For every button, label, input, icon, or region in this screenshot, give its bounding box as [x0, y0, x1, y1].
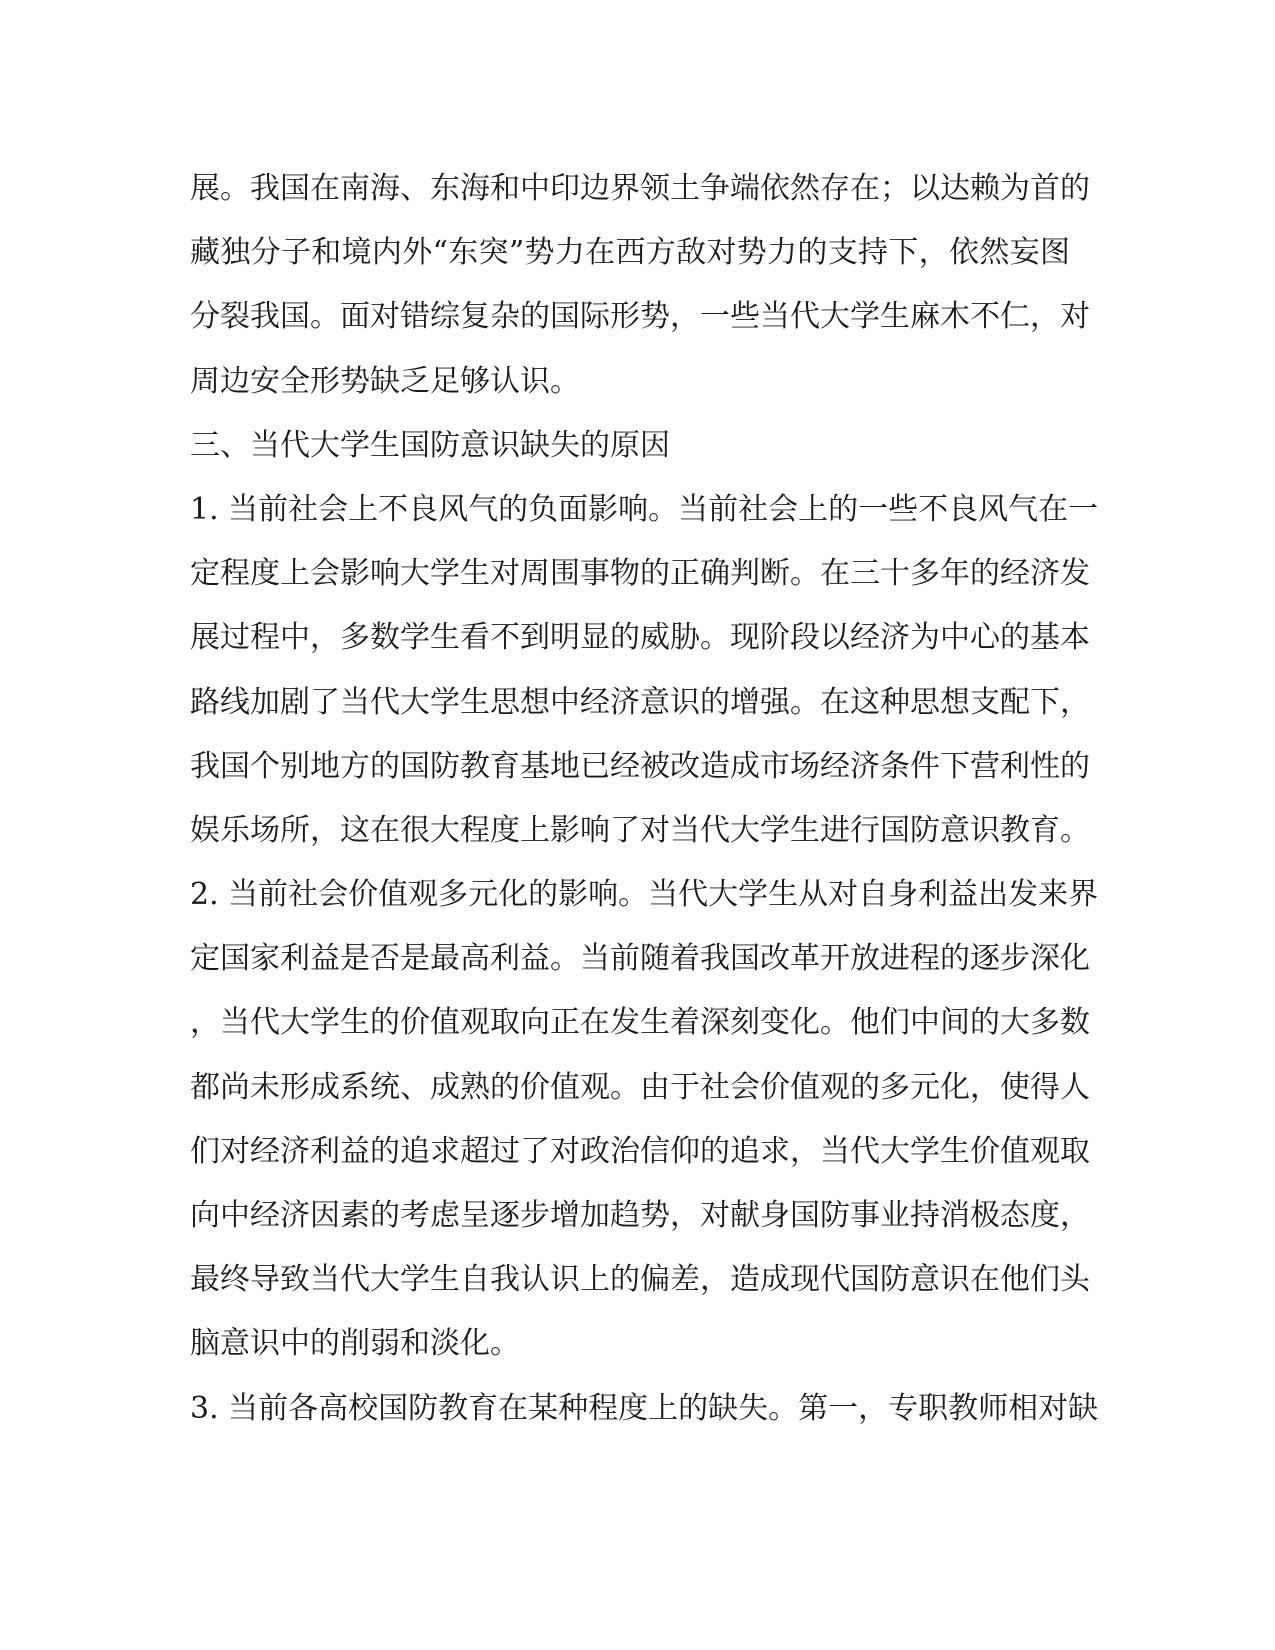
section-heading: 三、当代大学生国防意识缺失的原因 — [190, 427, 670, 463]
text-line: 们对经济利益的追求超过了对政治信仰的追求，当代大学生价值观取 — [190, 1133, 1090, 1169]
text-line: 展过程中，多数学生看不到明显的威胁。现阶段以经济为中心的基本 — [190, 620, 1090, 656]
text-line: 我国个别地方的国防教育基地已经被改造成市场经济条件下营利性的 — [190, 748, 1090, 784]
text-line: 3. 当前各高校国防教育在某种程度上的缺失。第一，专职教师相对缺 — [190, 1390, 1099, 1426]
text-line: 展。我国在南海、东海和中印边界领土争端依然存在；以达赖为首的 — [190, 171, 1090, 206]
text-line: 分裂我国。面对错综复杂的国际形势，一些当代大学生麻木不仁，对 — [190, 299, 1090, 335]
text-line: ，当代大学生的价值观取向正在发生着深刻变化。他们中间的大多数 — [190, 1005, 1090, 1041]
text-line: 定国家利益是否是最高利益。当前随着我国改革开放进程的逐步深化 — [190, 941, 1090, 977]
text-line: 2. 当前社会价值观多元化的影响。当代大学生从对自身利益出发来界 — [190, 877, 1099, 913]
document-body — [190, 157, 1099, 1441]
text-line: 1. 当前社会上不良风气的负面影响。当前社会上的一些不良风气在一 — [190, 491, 1099, 527]
text-line: 路线加剧了当代大学生思想中经济意识的增强。在这种思想支配下， — [190, 684, 1090, 720]
text-line: 定程度上会影响大学生对周围事物的正确判断。在三十多年的经济发 — [190, 556, 1090, 592]
text-line: 都尚未形成系统、成熟的价值观。由于社会价值观的多元化，使得人 — [190, 1069, 1090, 1105]
text-line: 最终导致当代大学生自我认识上的偏差，造成现代国防意识在他们头 — [190, 1262, 1090, 1298]
text-line: 娱乐场所，这在很大程度上影响了对当代大学生进行国防意识教育。 — [190, 812, 1090, 848]
text-line: 藏独分子和境内外“东突”势力在西方敌对势力的支持下，依然妄图 — [190, 235, 1070, 271]
text-line: 周边安全形势缺乏足够认识。 — [190, 363, 580, 399]
text-line: 脑意识中的削弱和淡化。 — [190, 1326, 520, 1362]
text-line: 向中经济因素的考虑呈逐步增加趋势，对献身国防事业持消极态度， — [190, 1198, 1090, 1233]
